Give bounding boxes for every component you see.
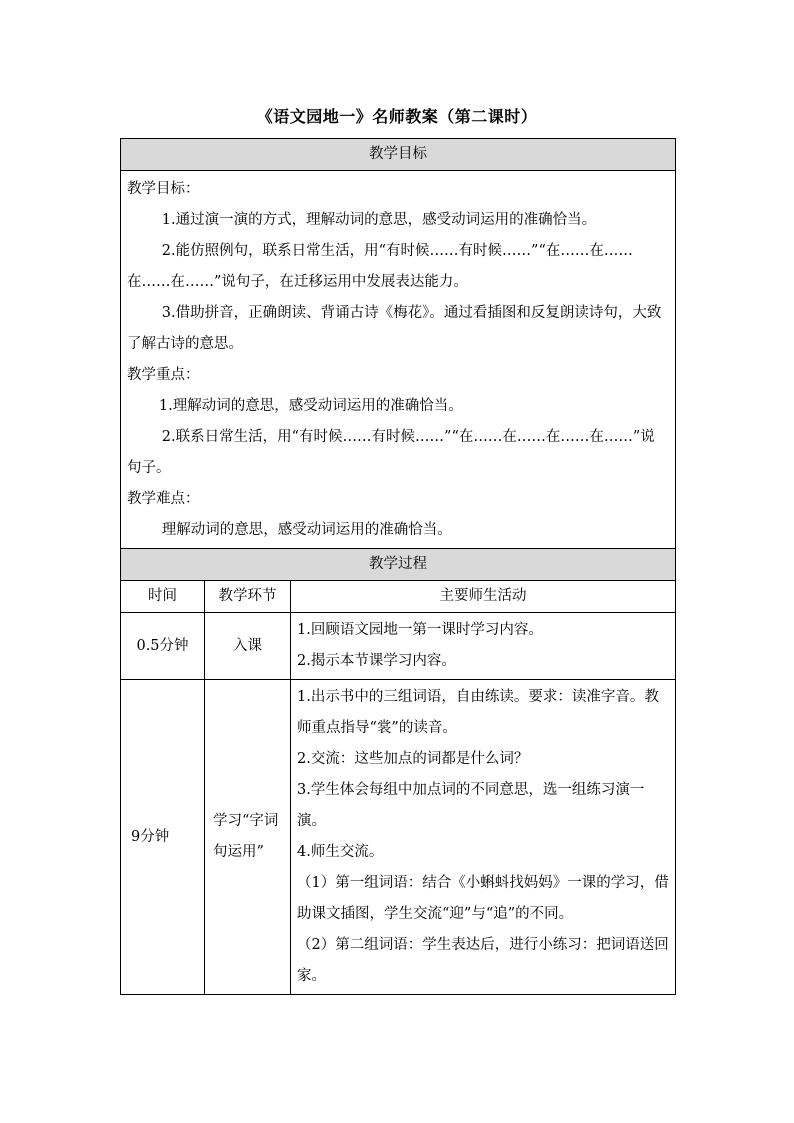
key-point-item: 1.理解动词的意思，感受动词运用的准确恰当。 (158, 398, 463, 414)
row-stage: 学习“字词句运用” (205, 680, 291, 995)
column-header-stage: 教学环节 (205, 581, 291, 613)
key-points-label: 教学重点： (127, 367, 200, 383)
objectives-label: 教学目标： (127, 181, 200, 197)
activity-item: 4.师生交流。 (297, 844, 384, 860)
difficulties-label: 教学难点： (127, 491, 200, 507)
column-header-time: 时间 (121, 581, 205, 613)
table-row (121, 613, 676, 680)
activity-item: 2.交流：这些加点的词都是什么词？ (297, 751, 529, 767)
difficulty-item: 理解动词的意思，感受动词运用的准确恰当。 (161, 522, 452, 538)
row-time: 9分钟 (121, 680, 205, 995)
row-time: 0.5分钟 (121, 613, 205, 680)
activity-item: 1.出示书中的三组词语，自由练读。要求：读准字音。教师重点指导“裳”的读音。 (297, 689, 659, 736)
table-row (121, 680, 676, 995)
objective-item: 2.能仿照例句，联系日常生活，用“有时候……有时候……”“在……在……在……在……”说句子，在迁移运用中发展表达能力。 (127, 243, 633, 290)
process-section-header: 教学过程 (121, 549, 676, 581)
activity-item: 2.揭示本节课学习内容。 (297, 653, 456, 669)
key-point-item: 2.联系日常生活，用“有时候……有时候……”“在……在……在……在……”说句子。 (127, 429, 655, 476)
lesson-plan-table (120, 138, 676, 995)
activity-item: （2）第二组词语：学生表达后，进行小练习：把词语送回家。 (297, 937, 669, 984)
activity-item: 3.学生体会每组中加点词的不同意思，选一组练习演一演。 (297, 782, 645, 829)
row-activities (291, 613, 676, 680)
row-stage: 入课 (205, 613, 291, 680)
objective-item: 3.借助拼音，正确朗读、背诵古诗《梅花》。通过看插图和反复朗读诗句，大致了解古诗的意思。 (127, 305, 662, 352)
objective-item: 1.通过演一演的方式，理解动词的意思，感受动词运用的准确恰当。 (161, 212, 597, 228)
objectives-section-header: 教学目标 (121, 139, 676, 171)
column-header-activities: 主要师生活动 (291, 581, 676, 613)
activity-item: 1.回顾语文园地一第一课时学习内容。 (297, 622, 543, 638)
row-activities (291, 680, 676, 995)
activity-item: （1）第一组词语：结合《小蝌蚪找妈妈》一课的学习，借助课文插图，学生交流“迎”与“追”的不同。 (297, 875, 669, 922)
page-title: 《语文园地一》名师教案（第二课时） (256, 107, 538, 126)
objectives-cell (121, 171, 676, 549)
